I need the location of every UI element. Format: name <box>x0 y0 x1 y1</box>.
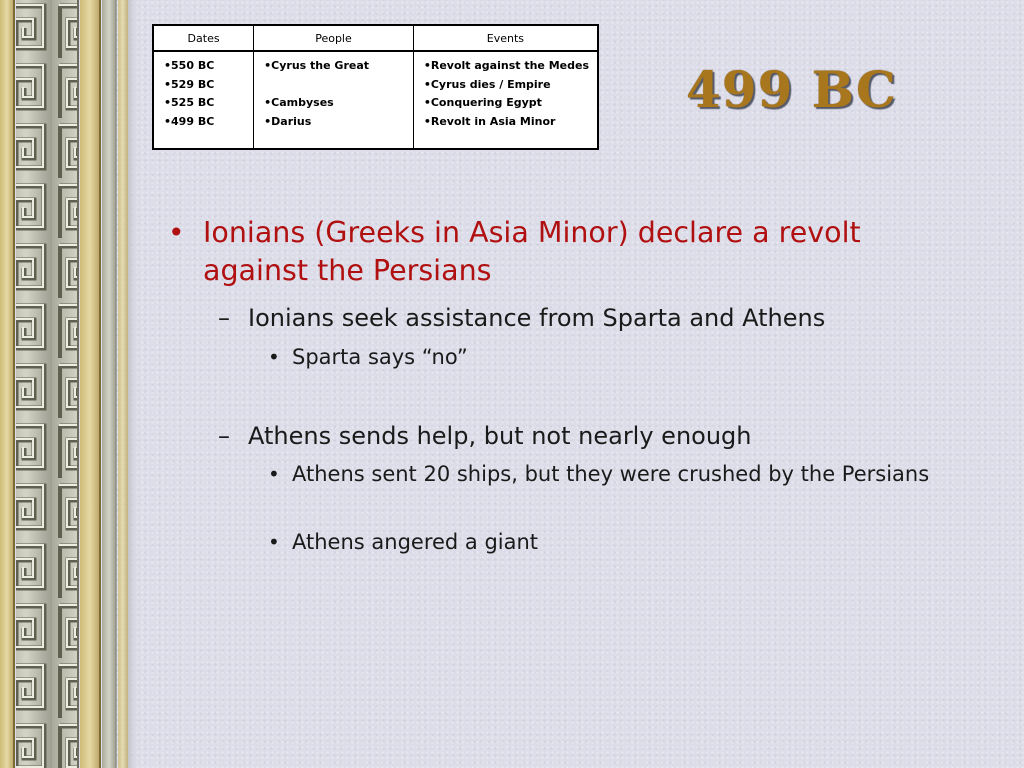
dates-cell <box>153 51 254 149</box>
event-item: •Conquering Egypt <box>423 96 542 109</box>
date-item: •550 BC <box>164 59 215 72</box>
bullet-marker: • <box>268 345 280 369</box>
detail-bullet: Athens angered a giant <box>292 530 539 554</box>
main-bullet: Ionians (Greeks in Asia Minor) declare a revolt against the Persians <box>203 216 861 287</box>
dash-marker: – <box>218 304 230 332</box>
date-item: •529 BC <box>164 77 215 91</box>
event-item: •Revolt in Asia Minor <box>423 114 556 128</box>
event-item: •Cyrus dies / Empire <box>423 77 551 91</box>
person-item: •Cyrus the Great <box>264 59 370 72</box>
date-item: •525 BC <box>164 96 215 109</box>
bullet-marker: • <box>168 216 185 249</box>
header-dates: Dates <box>153 25 254 51</box>
sub-bullet: Athens sends help, but not nearly enough <box>248 422 752 450</box>
header-people: People <box>254 25 414 51</box>
sub-bullet: Ionians seek assistance from Sparta and Athens <box>248 304 826 332</box>
table-header-row <box>153 25 598 51</box>
person-item <box>264 76 405 95</box>
bullet-marker: • <box>268 530 280 554</box>
detail-bullet: Athens sent 20 ships, but they were crushed by the Persians <box>292 462 930 486</box>
slide-title: 499 BC <box>686 60 897 119</box>
person-item: •Darius <box>264 114 312 128</box>
timeline-table <box>152 24 599 150</box>
people-cell <box>254 51 414 149</box>
header-events: Events <box>413 25 598 51</box>
table-row <box>153 51 598 149</box>
event-item: •Revolt against the Medes <box>423 59 589 72</box>
detail-bullet: Sparta says “no” <box>292 345 468 369</box>
person-item: •Cambyses <box>264 96 334 109</box>
bullet-marker: • <box>268 462 280 486</box>
dash-marker: – <box>218 422 230 450</box>
date-item: •499 BC <box>164 114 215 128</box>
events-cell <box>413 51 598 149</box>
greek-key-border <box>0 0 140 768</box>
